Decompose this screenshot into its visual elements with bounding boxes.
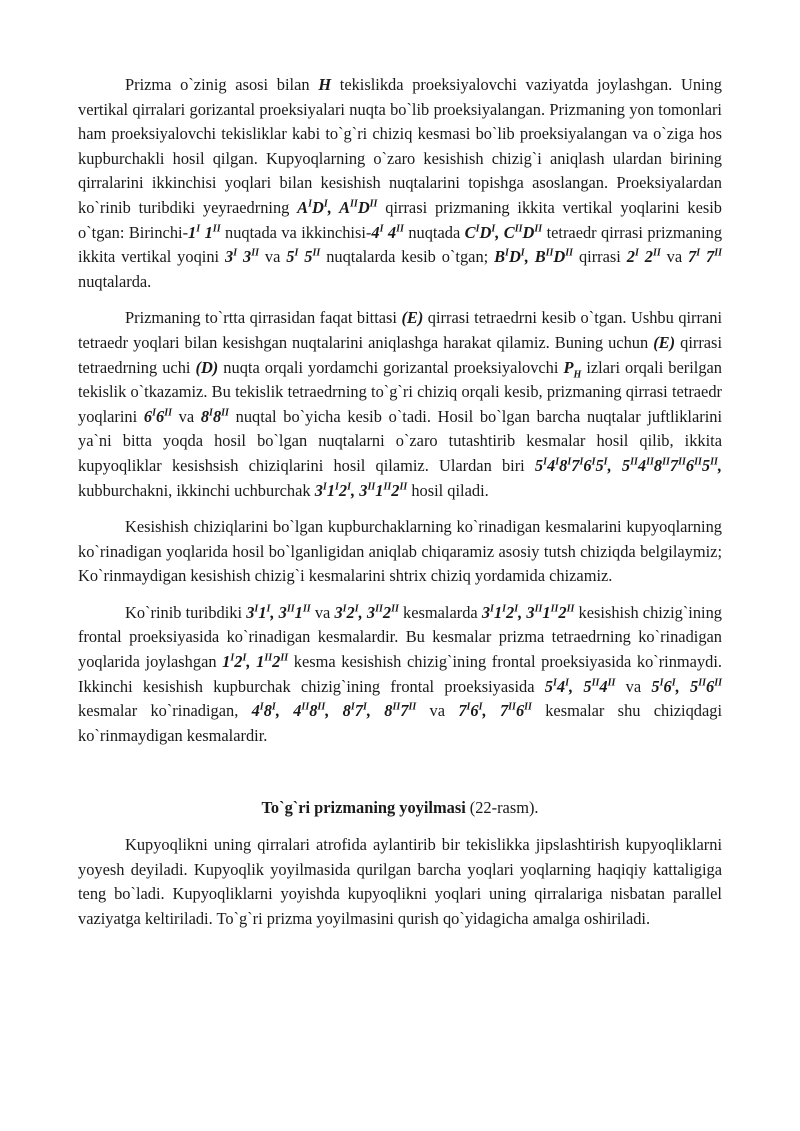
superscript: II (221, 407, 229, 419)
paragraph-5: Kupyoqlikni uning qirralari atrofida aylantirib bir tekislikka jipslashtirish kupyoqliklarni yoyesh deyiladi. Kupyoqlik yoyilmasida qurilgan barcha yoqlari yoqlarning haqiqiy kattaligiga teng bo`ladi. Kupyoqliklarni yoyishda kupyoqlikni yoqlari uning qirralariga nisbatan parallel vaziyatga keltiriladi. To`g`ri prizma yoyilmasini qurish qo`yidagicha amalga oshiriladi. (78, 835, 722, 928)
superscript: I (659, 677, 664, 689)
superscript: II (264, 652, 273, 664)
superscript: II (545, 247, 554, 259)
superscript: II (396, 223, 404, 235)
math-label: D (522, 222, 535, 242)
text-run: va (416, 701, 459, 721)
superscript: I (322, 481, 327, 493)
math-label: 2 (558, 602, 567, 622)
superscript: I (152, 407, 156, 419)
math-label: 1 (294, 602, 303, 622)
math-label: , (675, 676, 690, 696)
text-run: nuqtada (403, 222, 465, 242)
text-run: kubburchakni, ikkinchi uchburchak (78, 480, 315, 500)
math-label: 7 (354, 701, 363, 721)
math-label: 5 (286, 247, 295, 267)
math-label: , (607, 455, 612, 475)
heading-title: To`g`ri prizmaning yoyilmasi (261, 798, 466, 818)
math-label: , (325, 701, 343, 721)
math-label: 4 (251, 701, 260, 721)
math-label: 1 (542, 602, 551, 622)
superscript: II (301, 701, 310, 713)
superscript: I (490, 603, 494, 615)
math-label: 6 (685, 455, 695, 475)
text-run: kesmalar shu chiziqdagi ko`rinmaydigan kesmalardir. (78, 701, 723, 745)
math-label: 5 (544, 676, 553, 696)
text-run: va (660, 247, 689, 267)
math-label: 1 (493, 602, 503, 622)
math-label: P (563, 357, 574, 377)
text-run: Kesishish chiziqlarini bo`lgan kupburchaklarning ko`rinadigan kesmalarini kupyoqlarning ko`rinadigan yoqlarida hosil bo`lganligidan aniqlab chiqaramiz asosiy tutsh chiziqda belgilaymiz; Ko`rinmaydigan kesishish chizig`i kesmalarini shtrix chiziq yordamida chizamiz. (78, 517, 722, 586)
superscript: II (714, 247, 723, 259)
math-label: 4 (637, 455, 647, 475)
text-run: nuqtada va ikkinchisi- (220, 222, 372, 242)
math-label: 3 (526, 602, 535, 622)
superscript: II (367, 481, 376, 493)
superscript: I (266, 603, 271, 615)
superscript: I (475, 223, 480, 235)
superscript: I (350, 701, 355, 713)
superscript: I (347, 481, 352, 493)
superscript: II (392, 701, 401, 713)
math-label: 7 (669, 455, 679, 475)
superscript: II (534, 603, 543, 615)
subscript: H (573, 368, 582, 380)
superscript: II (694, 456, 702, 468)
superscript: I (543, 456, 548, 468)
superscript: II (251, 247, 259, 259)
text-run: kesishish chizig`ining frontal proeksiyasida ko`rinadigan kesmalardir. Bu kesmalar prizma tetraedrning ko`rinadigan yoqlarida joylashgan (78, 602, 722, 672)
math-label: 5 (534, 455, 544, 475)
math-label: , (246, 652, 257, 672)
superscript: I (362, 701, 367, 713)
math-label: 5 (621, 455, 631, 475)
math-label: 5 (298, 247, 313, 267)
math-label: 7 (499, 701, 509, 721)
text-run: va (310, 602, 335, 622)
superscript: I (271, 701, 276, 713)
superscript: II (662, 456, 670, 468)
superscript: I (555, 456, 560, 468)
math-label: A (297, 197, 309, 217)
superscript: II (630, 456, 638, 468)
math-label: 2 (638, 247, 653, 267)
math-label: H (318, 75, 332, 94)
superscript: I (308, 198, 313, 210)
superscript: II (550, 603, 559, 615)
text-run: nuqta orqali yordamchi gorizantal proeksiyalovchi (218, 357, 564, 377)
math-label: 2 (272, 652, 281, 672)
text-run: va (615, 676, 652, 696)
superscript: I (634, 247, 639, 259)
superscript: I (335, 481, 339, 493)
section-heading (78, 796, 722, 821)
math-label: 6 (155, 406, 165, 426)
math-label: (E) (401, 308, 424, 328)
superscript: II (312, 247, 321, 259)
superscript: I (514, 603, 519, 615)
text-run: kesma kesishish chizig`ining frontal proeksiyasida ko`rinmaydi. Ikkinchi kesishish kupburchak chizig`ining frontal proeksiyasida (78, 652, 723, 696)
superscript: I (552, 677, 557, 689)
math-label: 3 (334, 602, 343, 622)
superscript: II (514, 223, 523, 235)
superscript: I (259, 701, 264, 713)
superscript: I (230, 652, 235, 664)
math-label: D (508, 247, 521, 267)
math-label: , (717, 455, 722, 475)
superscript: I (233, 247, 238, 259)
superscript: I (478, 701, 483, 713)
math-label: 2 (346, 602, 355, 622)
math-label: 2 (391, 480, 400, 500)
math-label: 4 (371, 222, 380, 242)
math-label: 7 (688, 247, 697, 267)
math-label: 8 (384, 701, 393, 721)
math-label: 8 (559, 455, 568, 475)
superscript: II (534, 223, 543, 235)
math-label: 7 (458, 701, 467, 721)
math-label: , (482, 701, 500, 721)
text-run: Prizmaning to`rtta qirrasidan faqat bittasi (125, 308, 402, 328)
superscript: II (212, 223, 221, 235)
math-label: 4 (556, 676, 566, 696)
math-label: B (534, 247, 546, 267)
math-label: 1 (258, 602, 267, 622)
math-label: 5 (583, 676, 592, 696)
math-label: 3 (237, 247, 252, 267)
math-label: 3 (246, 602, 255, 622)
math-label: 2 (506, 602, 515, 622)
math-label: 8 (263, 701, 272, 721)
superscript: I (671, 677, 676, 689)
superscript: II (698, 677, 706, 689)
math-label: , (358, 602, 367, 622)
math-label: B (494, 247, 506, 267)
superscript: I (354, 603, 359, 615)
text-run: Prizma o`zinig asosi bilan (125, 75, 319, 94)
superscript: II (375, 603, 383, 615)
text-run (612, 456, 622, 475)
math-label: 3 (278, 602, 287, 622)
superscript: I (209, 407, 213, 419)
math-label: , (518, 602, 527, 622)
math-label: 3 (359, 480, 368, 500)
superscript: I (342, 603, 347, 615)
math-label: 5 (690, 676, 699, 696)
math-label: C (464, 222, 476, 242)
superscript: I (491, 223, 496, 235)
superscript: II (391, 603, 399, 615)
superscript: II (383, 481, 392, 493)
math-label: 3 (366, 602, 376, 622)
superscript: II (591, 677, 600, 689)
superscript: II (164, 407, 172, 419)
math-label: 8 (342, 701, 351, 721)
superscript: II (678, 456, 686, 468)
math-label: 2 (626, 247, 635, 267)
math-label: 2 (382, 602, 392, 622)
paragraph-4 (78, 601, 722, 749)
superscript: II (399, 481, 408, 493)
superscript: II (286, 603, 295, 615)
superscript: I (379, 223, 384, 235)
superscript: II (317, 701, 326, 713)
paragraph-2 (78, 306, 722, 503)
math-label: 5 (701, 455, 711, 475)
superscript: II (280, 652, 289, 664)
superscript: I (696, 247, 701, 259)
math-label: 4 (599, 676, 608, 696)
math-label: 4 (293, 701, 302, 721)
superscript: II (369, 198, 378, 210)
superscript: I (323, 198, 328, 210)
heading-figure-ref: (22-rasm). (469, 798, 539, 818)
math-label: 5 (651, 676, 660, 696)
math-label: , (569, 676, 584, 696)
text-run: kesmalarda (398, 602, 482, 622)
superscript: II (607, 677, 616, 689)
superscript: II (408, 701, 417, 713)
math-label: D (479, 222, 492, 242)
paragraph-3 (78, 515, 722, 589)
math-label: 3 (314, 480, 323, 500)
math-label: , (327, 197, 340, 217)
superscript: I (466, 701, 471, 713)
text-run: tekislikda proeksiyalovchi vaziyatda joylashgan. Uning vertikal qirralari gorizantal proeksiyalari nuqta bo`lib proeksiyalangan. Prizmaning yon tomonlari ham proeksiyalovchi tekisliklar kabi to`g`ri chiziq kesmasi bo`lib proeksiyalangan va o`ziga hos kupburchakli hosil qilgan. Kupyoqlarning o`zaro kesishish chizig`i aniqlash ulardan birining qirralarini ikkinchisi yoqlari bilan kesishish nuqtalarini topishga asoslangan. Proeksiyalardan ko`rinib turibdiki yeyraedrning (78, 75, 722, 217)
math-label: 2 (234, 652, 243, 672)
math-label: 1 (200, 222, 213, 242)
math-label: 6 (583, 455, 592, 475)
math-label: 7 (400, 701, 409, 721)
text-run: va (171, 406, 201, 426)
superscript: I (502, 603, 507, 615)
math-label: 8 (653, 455, 663, 475)
text-run: nuqtalarda kesib o`tgan; (320, 247, 495, 267)
superscript: II (565, 247, 574, 259)
math-label: 2 (338, 480, 348, 500)
superscript: II (566, 603, 575, 615)
superscript: I (520, 247, 525, 259)
superscript: I (603, 456, 608, 468)
math-label: , (270, 602, 279, 622)
math-label: (D) (195, 357, 219, 377)
math-label: 7 (571, 455, 580, 475)
text-run: izlari orqali berilgan tekislik o`tkazamiz. Bu tekislik tetraedrning to`g`ri chiziq orqali kesib, prizmaning qirrasi tetraedr yoqlarini (78, 357, 723, 426)
math-label: 5 (595, 455, 604, 475)
text-run: tetraedr qirrasi prizmaning ikkita vertikal yoqini (78, 222, 723, 267)
superscript: I (294, 247, 299, 259)
math-label: 1 (188, 222, 197, 242)
text-run: kesmalar ko`rinadigan, (78, 701, 252, 721)
math-label: 4 (383, 222, 397, 242)
superscript: II (350, 198, 358, 210)
math-label: (E) (653, 332, 676, 352)
math-label: 3 (224, 247, 234, 267)
math-label: 8 (309, 701, 318, 721)
text-run: qirrasi tetraedrning uchi (78, 332, 722, 377)
math-label: , (524, 247, 535, 267)
superscript: I (591, 456, 596, 468)
superscript: I (505, 247, 509, 259)
text-run: Ko`rinib turibdiki (125, 602, 247, 622)
paragraph-1 (78, 73, 722, 294)
math-label: 4 (547, 455, 556, 475)
math-label: 1 (256, 652, 265, 672)
superscript: II (652, 247, 661, 259)
math-label: C (503, 222, 515, 242)
math-label: 3 (481, 602, 491, 622)
superscript: I (242, 652, 247, 664)
text-run: hosil qiladi. (407, 480, 489, 500)
math-label: D (357, 197, 370, 217)
math-label: , (366, 701, 385, 721)
superscript: I (196, 223, 201, 235)
superscript: II (710, 456, 718, 468)
text-run: nuqtal bo`yicha kesib o`tadi. Hosil bo`lgan barcha nuqtalar juftliklarini ya`ni bitta yoqda hosil bo`lgan nuqtalarni o`zaro tutashtirib kesmalar hosil qilib, ikkita kupyoqliklar kesishsish chiziqlarini hosil qilamiz. Ulardan biri (78, 406, 723, 475)
text-run: va (259, 247, 287, 267)
math-label: , (351, 480, 360, 500)
superscript: II (302, 603, 311, 615)
text-run: qirrasi (573, 247, 627, 267)
math-label: 8 (212, 406, 222, 426)
text-run: nuqtalarda. (78, 271, 152, 291)
math-label: 6 (470, 701, 479, 721)
math-label: 1 (375, 480, 384, 500)
superscript: II (646, 456, 654, 468)
math-label: 7 (700, 247, 715, 267)
math-label: 1 (222, 652, 231, 672)
superscript: II (508, 701, 516, 713)
superscript: II (524, 701, 532, 713)
superscript: I (565, 677, 569, 689)
math-label: 6 (663, 676, 672, 696)
math-label: D (553, 247, 566, 267)
math-label: 6 (143, 406, 153, 426)
superscript: I (567, 456, 572, 468)
superscript: I (254, 603, 259, 615)
math-label: 8 (200, 406, 210, 426)
math-label: D (312, 197, 324, 217)
math-label: 6 (706, 676, 715, 696)
text-run: qirrasi tetraedrni kesib o`tgan. Ushbu qirrani tetraedr yoqlari bilan kesishgan nuqtalarini aniqlashga harakat qilamiz. Buning uchun (78, 308, 723, 352)
math-label: , (275, 701, 294, 721)
math-label: , (495, 222, 504, 242)
superscript: I (579, 456, 584, 468)
math-label: 1 (326, 480, 336, 500)
text-run: qirrasi prizmaning ikkita vertikal yoqlarini kesib o`tgan: Birinchi- (78, 197, 722, 242)
math-label: 6 (515, 701, 525, 721)
superscript: II (714, 677, 722, 689)
math-label: A (339, 197, 351, 217)
